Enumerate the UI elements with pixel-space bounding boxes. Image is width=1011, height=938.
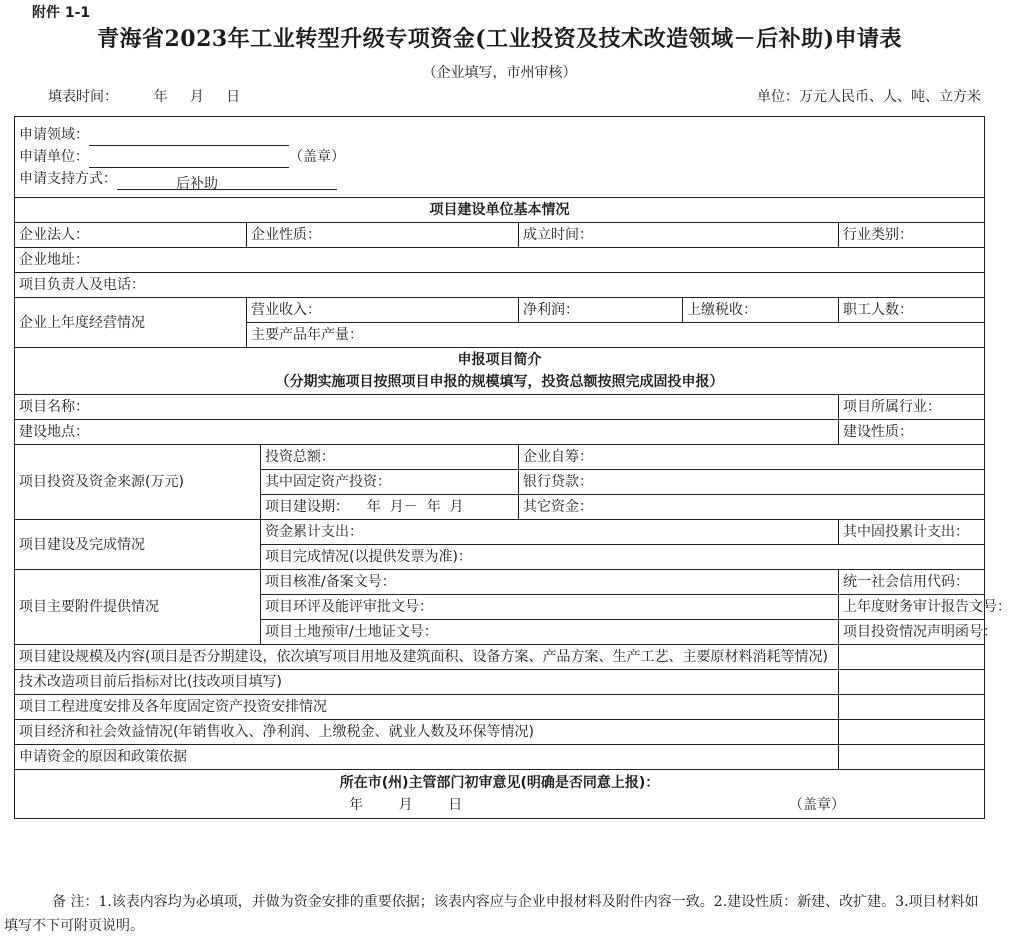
basic-info-heading: 项目建设单位基本情况 (15, 198, 985, 223)
founded-cell[interactable]: 成立时间： (519, 223, 839, 248)
support-value[interactable] (117, 173, 337, 190)
benefits-label: 项目经济和社会效益情况(年销售收入、净利润、上缴税金、就业人数及环保等情况) (15, 720, 839, 745)
top-section-cell (15, 117, 985, 198)
scale-value-cell[interactable] (839, 645, 985, 670)
scale-label: 项目建设规模及内容(项目是否分期建设，依次填写项目用地及建筑面积、设备方案、产品方案、生产工艺、主要原材料消耗等情况) (15, 645, 839, 670)
compare-value-cell[interactable] (839, 670, 985, 695)
field-label: 申请领域： (19, 127, 89, 143)
other-funds-cell[interactable]: 其它资金： (519, 495, 985, 520)
contact-cell[interactable]: 项目负责人及电话： (15, 273, 985, 298)
address-cell[interactable]: 企业地址： (15, 248, 985, 273)
review-footer (19, 794, 980, 816)
unit-row (19, 146, 980, 168)
review-heading: 所在市(州)主管部门初审意见(明确是否同意上报)： (339, 775, 660, 791)
project-intro-heading-cell (15, 348, 985, 395)
fixed-cumulative-cell[interactable]: 其中固投累计支出： (839, 520, 985, 545)
review-cell[interactable] (15, 770, 985, 819)
field-row (19, 124, 980, 146)
unit-input-line[interactable] (89, 151, 289, 168)
fill-time: 填表时间： 年 月 日 (48, 89, 241, 105)
location-cell[interactable]: 建设地点： (15, 420, 839, 445)
seal-label: （盖章） (289, 149, 345, 165)
application-form-table (14, 116, 1011, 819)
project-industry-cell[interactable]: 项目所属行业： (839, 395, 985, 420)
employees-cell[interactable]: 职工人数： (839, 298, 985, 323)
nature-cell[interactable]: 企业性质： (247, 223, 519, 248)
page-subtitle: （企业填写，市州审核） (422, 65, 577, 81)
completion-label: 项目建设及完成情况 (15, 520, 261, 570)
env-no-cell[interactable]: 项目环评及能评审批文号： (261, 595, 839, 620)
support-value-text: 后补助 (176, 176, 218, 192)
legal-person-cell[interactable]: 企业法人： (15, 223, 247, 248)
construction-nature-cell[interactable]: 建设性质： (839, 420, 985, 445)
review-seal: （盖章） (789, 797, 845, 813)
industry-cell[interactable]: 行业类别： (839, 223, 985, 248)
project-name-cell[interactable]: 项目名称： (15, 395, 839, 420)
field-input-line[interactable] (89, 129, 289, 146)
self-raised-cell[interactable]: 企业自筹： (519, 445, 985, 470)
attachments-label: 项目主要附件提供情况 (15, 570, 261, 645)
cumulative-cell[interactable]: 资金累计支出： (261, 520, 839, 545)
statement-no-cell[interactable]: 项目投资情况声明函号： (839, 620, 985, 645)
credit-code-cell[interactable]: 统一社会信用代码： (839, 570, 985, 595)
support-row (19, 168, 980, 190)
approval-no-cell[interactable]: 项目核准/备案文号： (261, 570, 839, 595)
audit-no-cell[interactable]: 上年度财务审计报告文号： (839, 595, 985, 620)
compare-label: 技术改造项目前后指标对比(技改项目填写) (15, 670, 839, 695)
project-intro-note: （分期实施项目按照项目申报的规模填写，投资总额按照完成固投申报） (275, 374, 724, 390)
footnote: 备 注：1.该表内容均为必填项，并做为资金安排的重要依据；该表内容应与企业申报材料及附件内容一致。2.建设性质：新建、改扩建。3.项目材料如填写不下可附页说明。 (4, 894, 979, 934)
schedule-label: 项目工程进度安排及各年度固定资产投资安排情况 (15, 695, 839, 720)
project-intro-heading: 申报项目简介 (457, 352, 542, 368)
bank-loan-cell[interactable]: 银行贷款： (519, 470, 985, 495)
reasons-value-cell[interactable] (839, 745, 985, 770)
completion-status-cell[interactable]: 项目完成情况(以提供发票为准)： (261, 545, 985, 570)
support-label: 申请支持方式： (19, 171, 117, 187)
output-cell[interactable]: 主要产品年产量： (247, 323, 985, 348)
attachment-label: 附件 1-1 (32, 5, 91, 21)
review-date: 年 月 日 (349, 797, 463, 813)
tax-cell[interactable]: 上缴税收： (683, 298, 839, 323)
schedule-value-cell[interactable] (839, 695, 985, 720)
fixed-invest-cell[interactable]: 其中固定资产投资： (261, 470, 519, 495)
reasons-label: 申请资金的原因和政策依据 (15, 745, 839, 770)
prev-year-label: 企业上年度经营情况 (15, 298, 247, 348)
invest-source-label: 项目投资及资金来源(万元) (15, 445, 261, 520)
unit-label: 单位：万元人民币、人、吨、立方米 (757, 89, 981, 105)
land-no-cell[interactable]: 项目土地预审/土地证文号： (261, 620, 839, 645)
revenue-cell[interactable]: 营业收入： (247, 298, 519, 323)
unit-label-field: 申请单位： (19, 149, 89, 165)
build-period-cell[interactable]: 项目建设期： 年 月－ 年 月 (261, 495, 519, 520)
page-title: 青海省2023年工业转型升级专项资金(工业投资及技术改造领域－后补助)申请表 (96, 26, 903, 52)
net-profit-cell[interactable]: 净利润： (519, 298, 683, 323)
benefits-value-cell[interactable] (839, 720, 985, 745)
total-invest-cell[interactable]: 投资总额： (261, 445, 519, 470)
